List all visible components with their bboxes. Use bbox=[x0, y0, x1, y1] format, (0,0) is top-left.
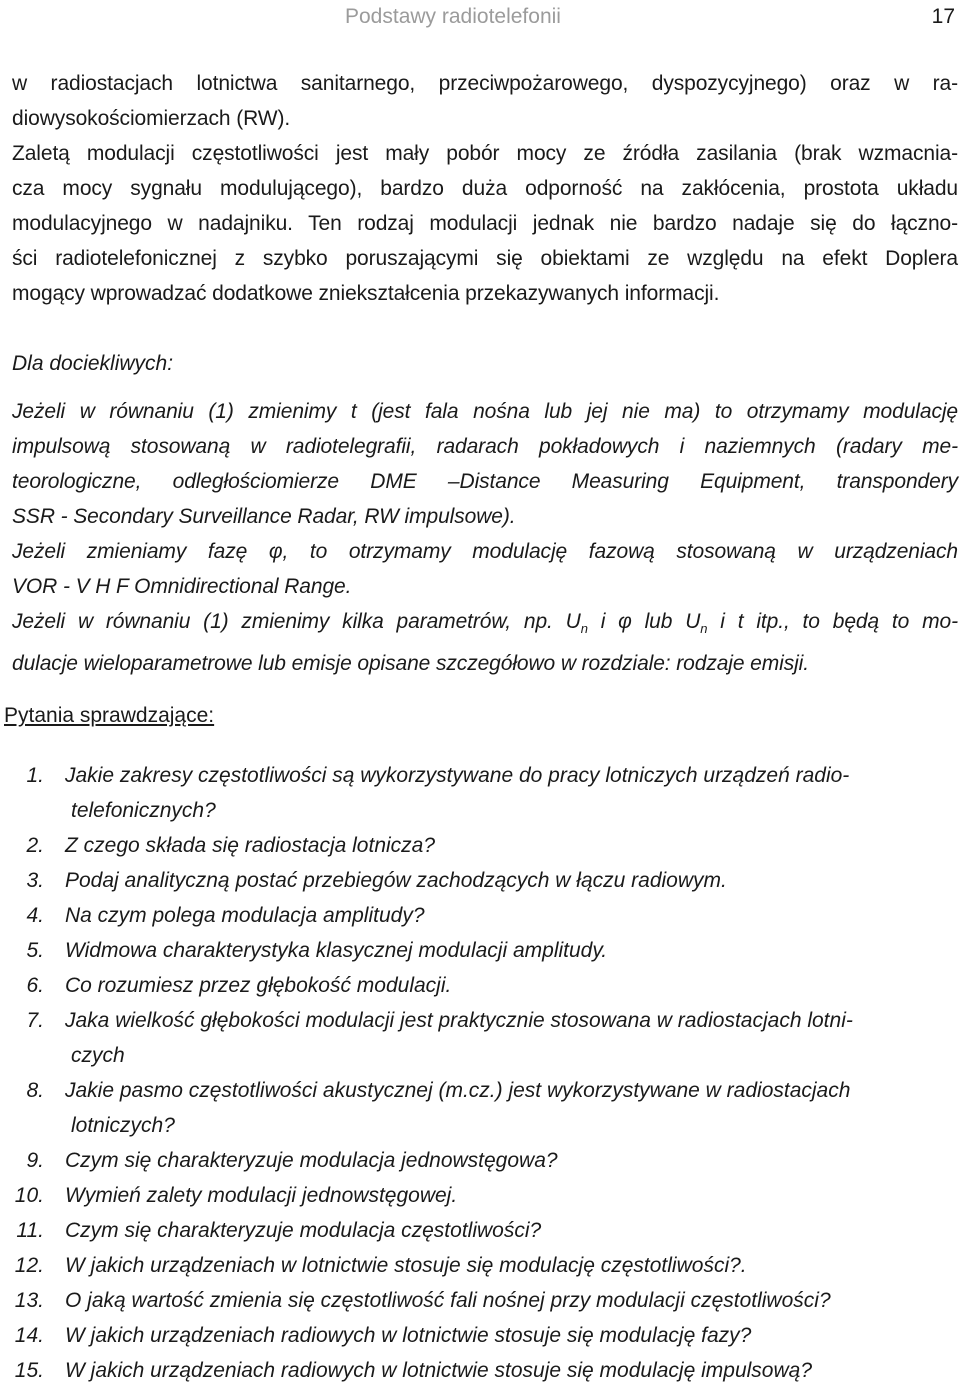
header-title: Podstawy radiotelefonii bbox=[345, 5, 561, 28]
question-text-line: Jaka wielkość głębokości modulacji jest praktycznie stosowana w radiostacjach lotni- bbox=[65, 1009, 853, 1032]
question-text bbox=[65, 828, 958, 863]
question-item bbox=[0, 1073, 958, 1143]
question-item bbox=[0, 1213, 958, 1248]
question-text bbox=[65, 1143, 958, 1178]
text-line: mogący wprowadzać dodatkowe zniekształcenia przekazywanych informacji. bbox=[12, 282, 720, 305]
question-text-line: Podaj analityczną postać przebiegów zachodzących w łączu radiowym. bbox=[65, 869, 727, 892]
question-text-line: O jaką wartość zmienia się częstotliwość fali nośnej przy modulacji częstotliwości? bbox=[65, 1289, 831, 1312]
question-text bbox=[65, 1353, 958, 1388]
question-text-line: Widmowa charakterystyka klasycznej modulacji amplitudy. bbox=[65, 939, 608, 962]
question-number: 6. bbox=[26, 974, 44, 997]
question-text-line: Czym się charakteryzuje modulacja jednowstęgowa? bbox=[65, 1149, 558, 1172]
question-item bbox=[0, 1318, 958, 1353]
question-text bbox=[65, 1073, 958, 1143]
question-number: 5. bbox=[26, 939, 44, 962]
text-line-with-subscripts bbox=[12, 604, 958, 646]
question-text bbox=[65, 968, 958, 1003]
subscript: n bbox=[700, 621, 708, 637]
question-item bbox=[0, 968, 958, 1003]
question-text bbox=[65, 1213, 958, 1248]
question-number: 13. bbox=[14, 1289, 44, 1312]
question-text-line: W jakich urządzeniach radiowych w lotnictwie stosuje się modulację impulsową? bbox=[65, 1359, 812, 1382]
text-line: Jeżeli w równaniu (1) zmienimy t (jest fala nośna lub jej nie ma) to otrzymamy modulację bbox=[12, 400, 958, 423]
text-fragment: Jeżeli w równaniu (1) zmienimy kilka parametrów, np. U bbox=[12, 610, 581, 633]
text-line: cza mocy sygnału modulującego), bardzo duża odporność na zakłócenia, prostota układu bbox=[12, 177, 958, 200]
question-number: 12. bbox=[14, 1254, 44, 1277]
text-line: ści radiotelefonicznej z szybko poruszającymi się obiektami ze względu na efekt Doplera bbox=[12, 247, 958, 270]
text-line: VOR - V H F Omnidirectional Range. bbox=[12, 575, 352, 598]
text-line: diowysokościomierzach (RW). bbox=[12, 107, 291, 130]
text-fragment: i φ lub U bbox=[587, 610, 701, 633]
question-item bbox=[0, 1178, 958, 1213]
text-fragment: i t itp., to będą to mo- bbox=[707, 610, 958, 633]
question-item bbox=[0, 1353, 958, 1388]
text-line: SSR - Secondary Surveillance Radar, RW impulsowe). bbox=[12, 505, 516, 528]
question-text bbox=[65, 1283, 958, 1318]
paragraph-fm-advantages bbox=[12, 66, 958, 311]
question-number: 3. bbox=[26, 869, 44, 892]
question-item bbox=[0, 1143, 958, 1178]
curious-section bbox=[12, 394, 958, 681]
question-item bbox=[0, 933, 958, 968]
question-number: 4. bbox=[26, 904, 44, 927]
question-text bbox=[65, 1178, 958, 1213]
question-text-continuation: czych bbox=[71, 1044, 125, 1067]
question-number: 1. bbox=[26, 764, 44, 787]
subscript: n bbox=[580, 621, 588, 637]
text-line: teorologiczne, odległościomierze DME –Distance Measuring Equipment, transpondery bbox=[12, 470, 958, 493]
question-text-line: W jakich urządzeniach w lotnictwie stosuje się modulację częstotliwości?. bbox=[65, 1254, 747, 1277]
question-text-continuation: telefonicznych? bbox=[71, 799, 216, 822]
question-text-line: Jakie pasmo częstotliwości akustycznej (m.cz.) jest wykorzystywane w radiostacjach bbox=[65, 1079, 851, 1102]
question-text bbox=[65, 863, 958, 898]
question-number: 9. bbox=[26, 1149, 44, 1172]
question-number: 14. bbox=[14, 1324, 44, 1347]
question-item bbox=[0, 828, 958, 863]
question-text-line: W jakich urządzeniach radiowych w lotnictwie stosuje się modulację fazy? bbox=[65, 1324, 752, 1347]
question-text bbox=[65, 1318, 958, 1353]
text-line: dulacje wieloparametrowe lub emisje opisane szczegółowo w rozdziale: rodzaje emisji. bbox=[12, 652, 809, 676]
question-number: 10. bbox=[14, 1184, 44, 1207]
question-text-line: Z czego składa się radiostacja lotnicza? bbox=[65, 834, 436, 857]
question-item bbox=[0, 1248, 958, 1283]
text-line: modulacyjnego w nadajniku. Ten rodzaj modulacji jednak nie bardzo nadaje się do łączno- bbox=[12, 212, 958, 235]
question-item bbox=[0, 898, 958, 933]
question-item bbox=[0, 1283, 958, 1318]
questions-list bbox=[0, 758, 958, 1388]
question-number: 7. bbox=[26, 1009, 44, 1032]
text-line: impulsową stosowaną w radiotelegrafii, radarach pokładowych i naziemnych (radary me- bbox=[12, 435, 958, 458]
question-text-line: Co rozumiesz przez głębokość modulacji. bbox=[65, 974, 452, 997]
text-line: w radiostacjach lotnictwa sanitarnego, przeciwpożarowego, dyspozycyjnego) oraz w ra- bbox=[12, 72, 958, 95]
question-item bbox=[0, 1003, 958, 1073]
question-text-line: Na czym polega modulacja amplitudy? bbox=[65, 904, 425, 927]
question-text-line: Wymień zalety modulacji jednowstęgowej. bbox=[65, 1184, 458, 1207]
question-text bbox=[65, 898, 958, 933]
question-number: 8. bbox=[26, 1079, 44, 1102]
text-line: Zaletą modulacji częstotliwości jest mały pobór mocy ze źródła zasilania (brak wzmacnia- bbox=[12, 142, 958, 165]
question-text bbox=[65, 1003, 958, 1073]
question-text bbox=[65, 933, 958, 968]
page-number: 17 bbox=[931, 5, 955, 28]
question-text-line: Jakie zakresy częstotliwości są wykorzystywane do pracy lotniczych urządzeń radio- bbox=[65, 764, 850, 787]
question-item bbox=[0, 758, 958, 828]
questions-title: Pytania sprawdzające: bbox=[4, 704, 215, 727]
question-number: 2. bbox=[26, 834, 44, 857]
question-number: 15. bbox=[14, 1359, 44, 1382]
question-item bbox=[0, 863, 958, 898]
question-text bbox=[65, 758, 958, 828]
text-line: Jeżeli zmieniamy fazę φ, to otrzymamy modulację fazową stosowaną w urządzeniach bbox=[12, 540, 958, 563]
question-number: 11. bbox=[16, 1219, 44, 1242]
page-header bbox=[0, 0, 960, 36]
curious-heading: Dla dociekliwych: bbox=[12, 352, 174, 375]
question-text-continuation: lotniczych? bbox=[71, 1114, 175, 1137]
question-text bbox=[65, 1248, 958, 1283]
question-text-line: Czym się charakteryzuje modulacja częstotliwości? bbox=[65, 1219, 542, 1242]
